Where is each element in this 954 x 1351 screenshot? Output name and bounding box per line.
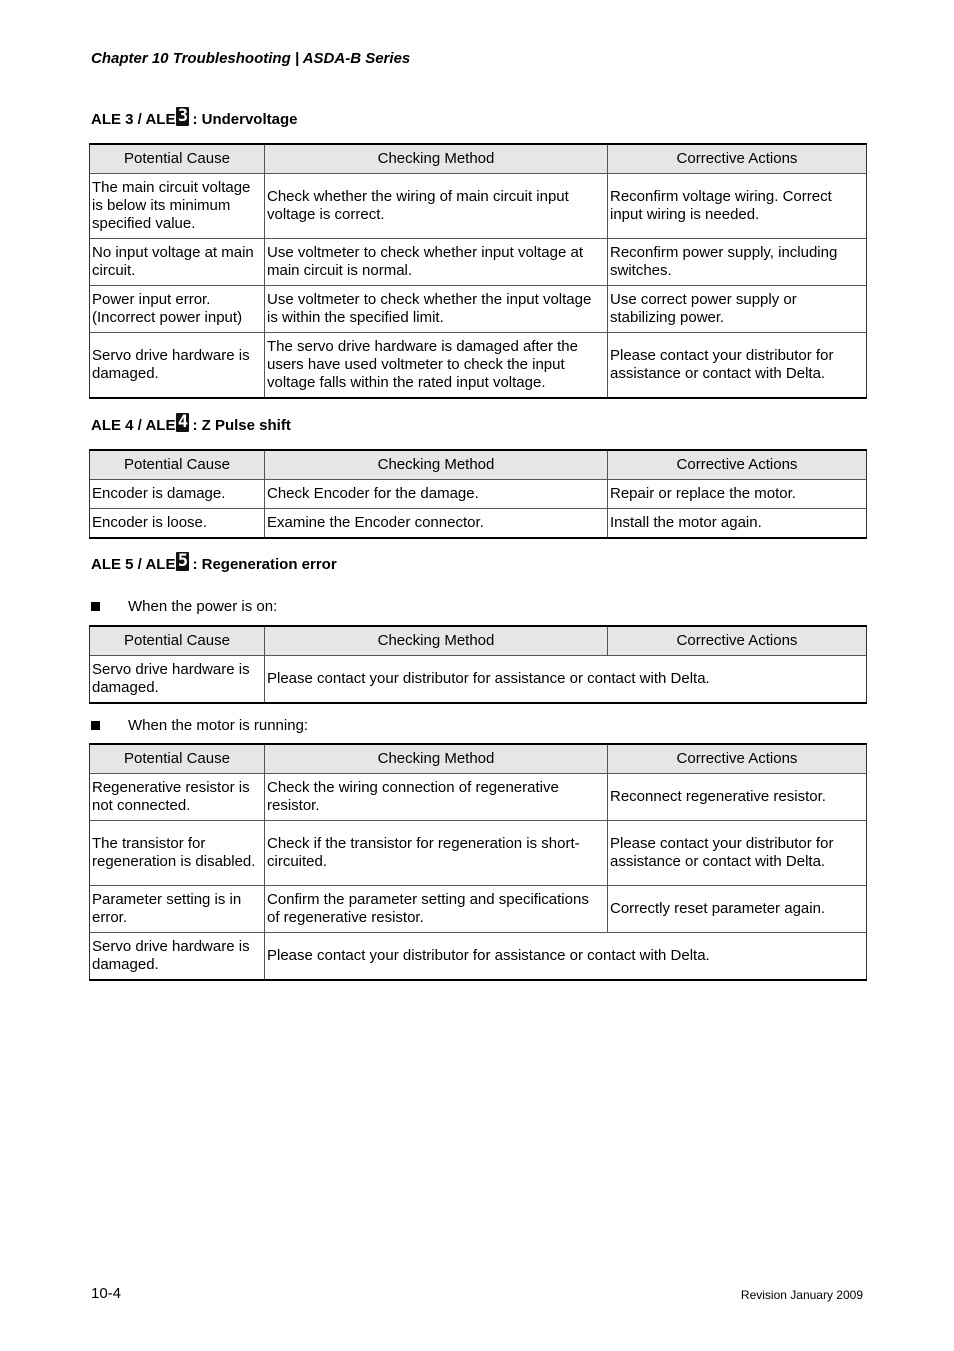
action-cell: Reconfirm voltage wiring. Correct input wiring is needed.	[608, 174, 867, 239]
seven-segment-digit-icon: 4	[177, 412, 189, 432]
method-cell: Check Encoder for the damage.	[265, 480, 608, 509]
bullet-motor-running	[91, 717, 308, 734]
table-row	[90, 174, 867, 239]
cause-cell: Power input error. (Incorrect power input)	[90, 286, 265, 333]
cause-cell: Encoder is damage.	[90, 480, 265, 509]
heading-suffix: : Undervoltage	[192, 111, 298, 128]
method-cell: The servo drive hardware is damaged after the users have used voltmeter to check the input voltage falls within the rated input voltage.	[265, 333, 608, 398]
page-number: 10-4	[91, 1285, 122, 1302]
column-header: Corrective Actions	[608, 626, 867, 656]
table-regeneration-power-on	[89, 625, 867, 704]
cause-cell: No input voltage at main circuit.	[90, 239, 265, 286]
action-cell: Repair or replace the motor.	[608, 480, 867, 509]
action-cell: Use correct power supply or stabilizing power.	[608, 286, 867, 333]
table-row	[90, 886, 867, 933]
column-header: Checking Method	[265, 450, 608, 480]
bullet-text: When the power is on:	[128, 598, 278, 615]
method-cell: Check the wiring connection of regenerative resistor.	[265, 774, 608, 821]
column-header: Potential Cause	[90, 450, 265, 480]
table-z-pulse-shift	[89, 449, 867, 539]
section-heading-ale3	[91, 104, 297, 128]
column-header: Potential Cause	[90, 744, 265, 774]
heading-suffix: : Regeneration error	[192, 556, 337, 573]
cause-cell: Servo drive hardware is damaged.	[90, 333, 265, 398]
chapter-header: Chapter 10 Troubleshooting | ASDA-B Series	[91, 50, 411, 67]
table-row	[90, 509, 867, 538]
table-row	[90, 933, 867, 980]
square-bullet-icon	[91, 602, 100, 611]
revision-note: Revision January 2009	[740, 1288, 863, 1302]
method-cell: Use voltmeter to check whether input voltage at main circuit is normal.	[265, 239, 608, 286]
table-undervoltage	[89, 143, 867, 399]
table-row	[90, 774, 867, 821]
heading-prefix: ALE 5 / ALE	[91, 556, 176, 573]
seven-segment-digit-icon: 5	[177, 551, 189, 571]
column-header: Checking Method	[265, 144, 608, 174]
bullet-text: When the motor is running:	[128, 717, 309, 734]
seven-segment-digit-icon: 3	[177, 106, 189, 126]
section-heading-ale4	[91, 410, 291, 434]
action-cell: Reconnect regenerative resistor.	[608, 774, 867, 821]
method-cell: Confirm the parameter setting and specifications of regenerative resistor.	[265, 886, 608, 933]
column-header: Checking Method	[265, 744, 608, 774]
action-cell: Please contact your distributor for assistance or contact with Delta.	[608, 333, 867, 398]
table-row	[90, 333, 867, 398]
column-header: Potential Cause	[90, 626, 265, 656]
action-cell: Correctly reset parameter again.	[608, 886, 867, 933]
column-header: Potential Cause	[90, 144, 265, 174]
table-row	[90, 239, 867, 286]
cause-cell: The transistor for regeneration is disabled.	[90, 821, 265, 886]
bullet-power-on	[91, 598, 277, 615]
table-row	[90, 821, 867, 886]
merged-action-cell: Please contact your distributor for assistance or contact with Delta.	[265, 933, 867, 980]
column-header: Corrective Actions	[608, 144, 867, 174]
column-header: Corrective Actions	[608, 450, 867, 480]
column-header: Checking Method	[265, 626, 608, 656]
table-row	[90, 656, 867, 703]
method-cell: Use voltmeter to check whether the input voltage is within the specified limit.	[265, 286, 608, 333]
square-bullet-icon	[91, 721, 100, 730]
merged-action-cell: Please contact your distributor for assistance or contact with Delta.	[265, 656, 867, 703]
action-cell: Install the motor again.	[608, 509, 867, 538]
cause-cell: Parameter setting is in error.	[90, 886, 265, 933]
cause-cell: Servo drive hardware is damaged.	[90, 656, 265, 703]
table-row	[90, 286, 867, 333]
table-row	[90, 480, 867, 509]
cause-cell: Servo drive hardware is damaged.	[90, 933, 265, 980]
column-header: Corrective Actions	[608, 744, 867, 774]
heading-prefix: ALE 4 / ALE	[91, 417, 176, 434]
action-cell: Please contact your distributor for assistance or contact with Delta.	[608, 821, 867, 886]
method-cell: Examine the Encoder connector.	[265, 509, 608, 538]
heading-prefix: ALE 3 / ALE	[91, 111, 176, 128]
cause-cell: Regenerative resistor is not connected.	[90, 774, 265, 821]
method-cell: Check if the transistor for regeneration is short-circuited.	[265, 821, 608, 886]
table-regeneration-motor-running	[89, 743, 867, 981]
heading-suffix: : Z Pulse shift	[192, 417, 291, 434]
method-cell: Check whether the wiring of main circuit input voltage is correct.	[265, 174, 608, 239]
cause-cell: The main circuit voltage is below its minimum specified value.	[90, 174, 265, 239]
cause-cell: Encoder is loose.	[90, 509, 265, 538]
action-cell: Reconfirm power supply, including switches.	[608, 239, 867, 286]
section-heading-ale5	[91, 549, 337, 573]
